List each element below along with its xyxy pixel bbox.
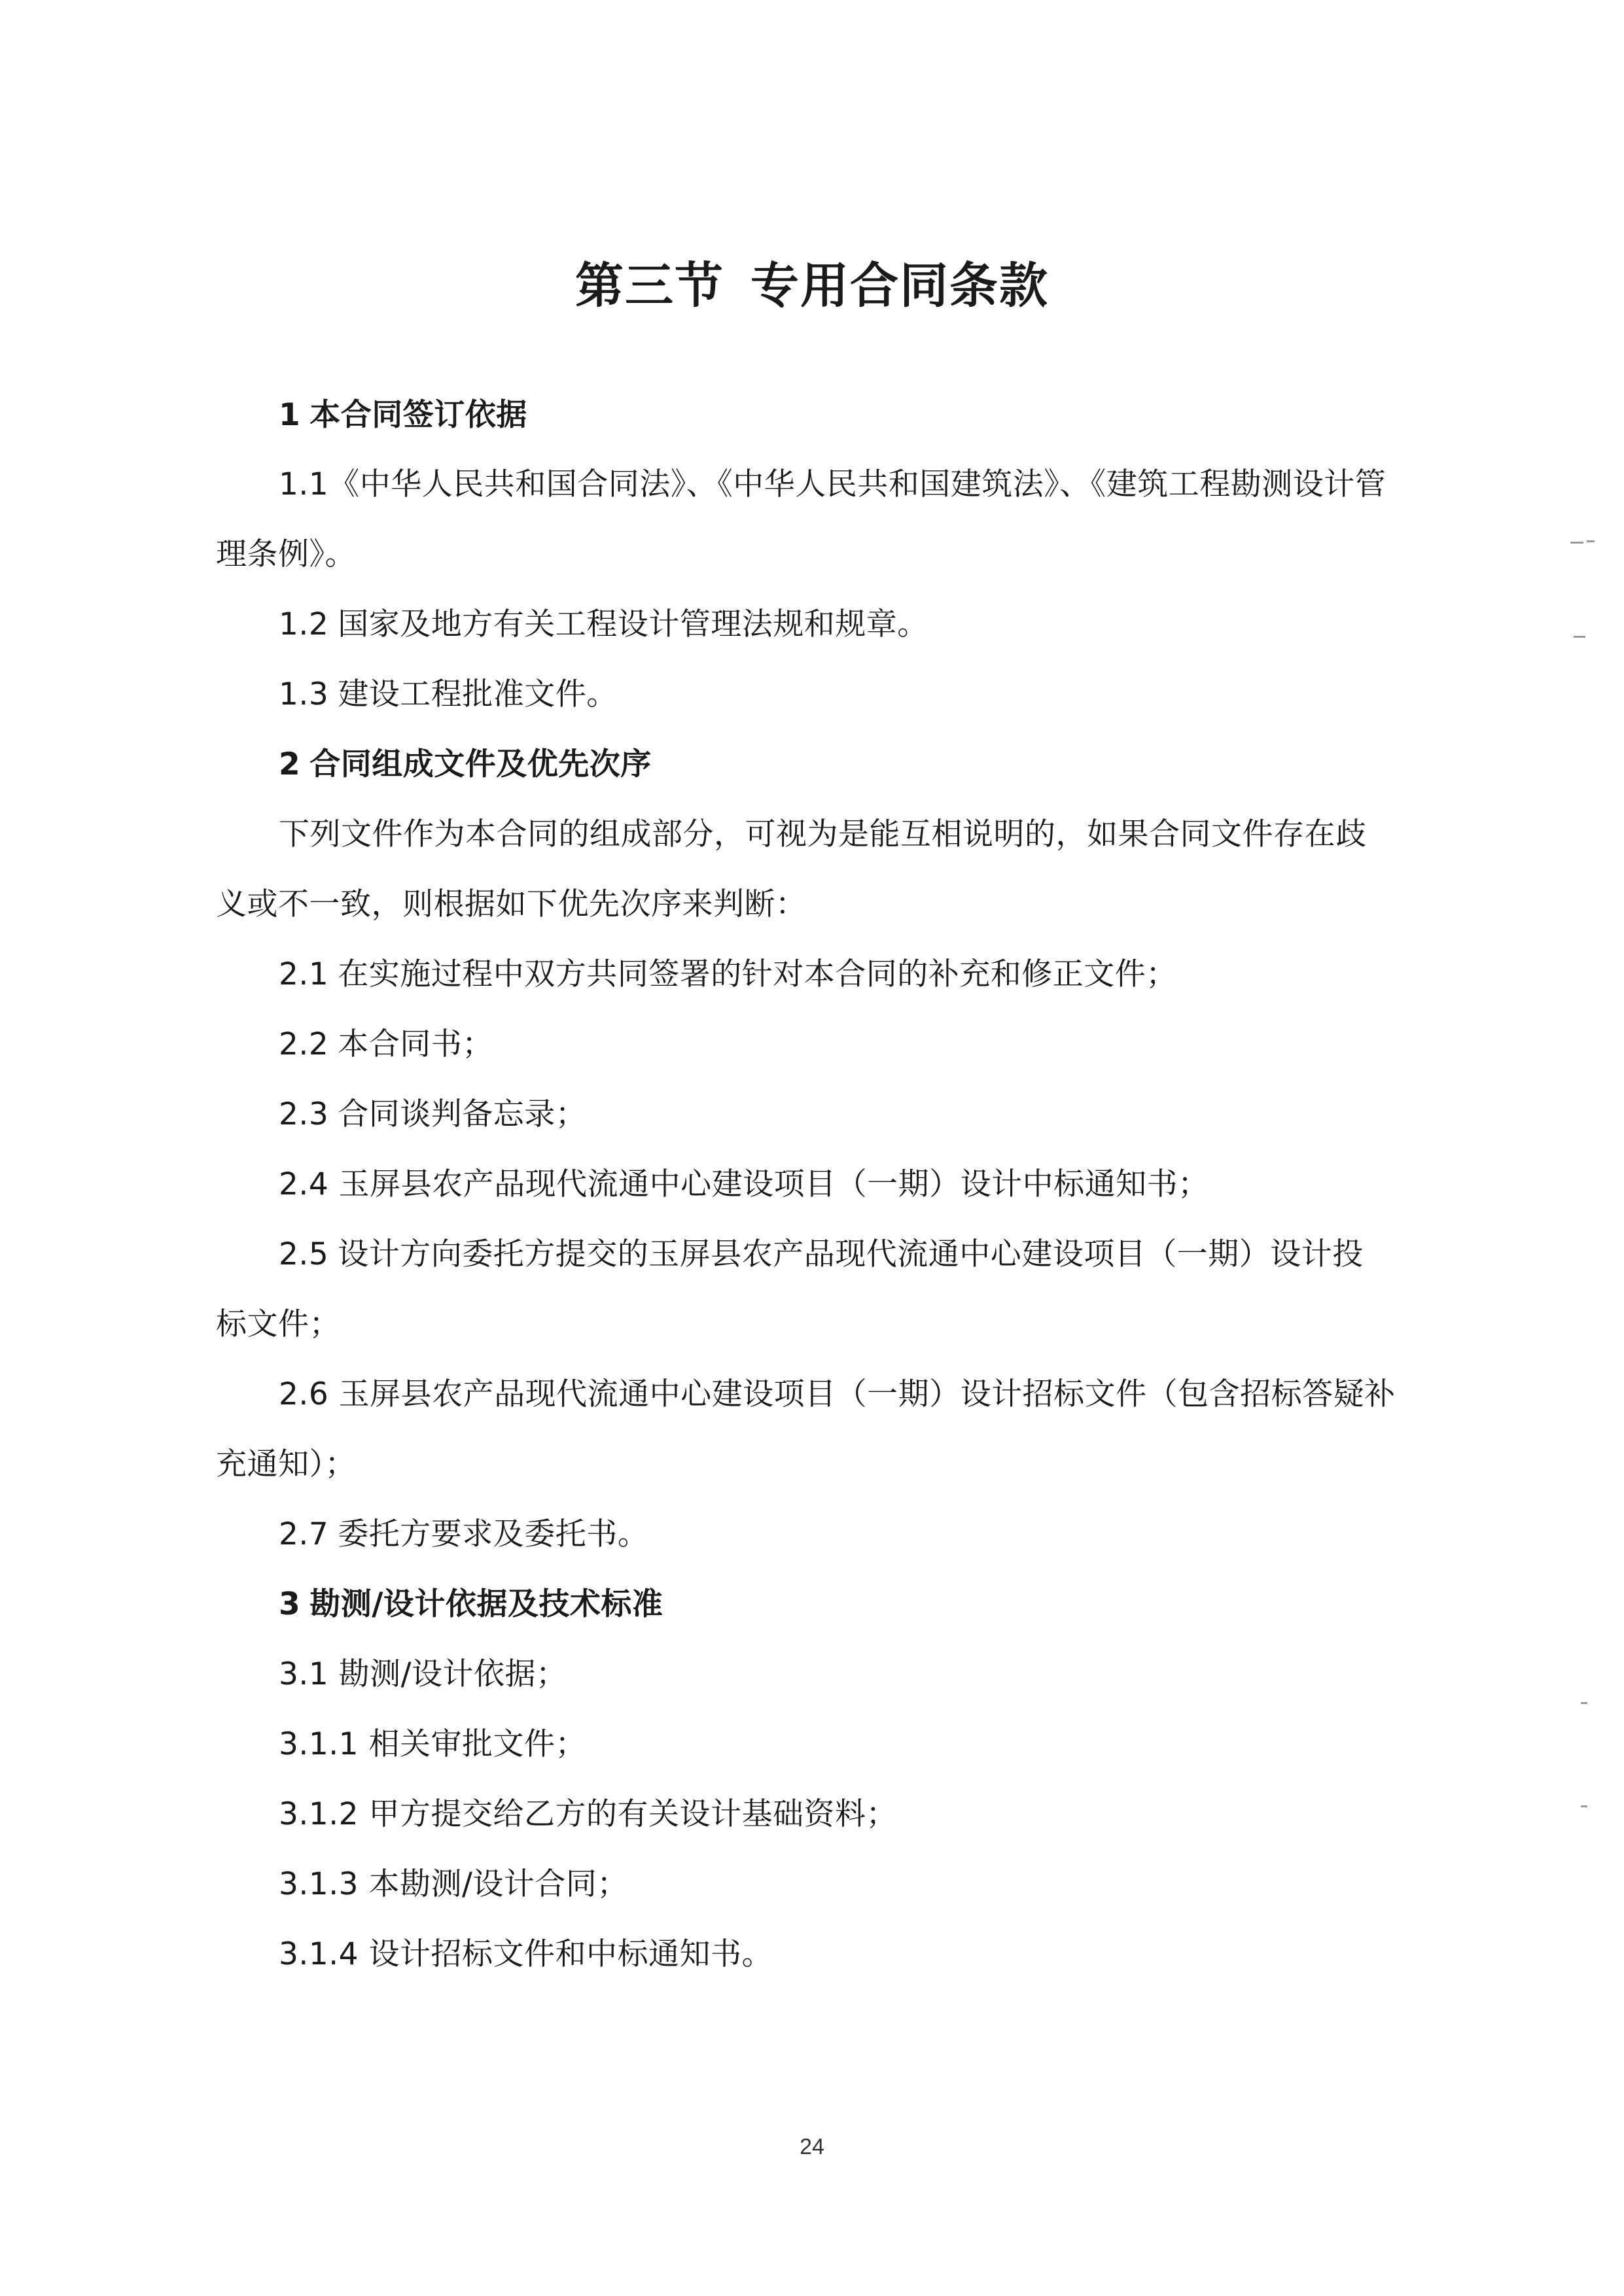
clause-3-1-2: 3.1.2 甲方提交给乙方的有关设计基础资料； [279,1796,898,1832]
clause-1-2-number: 1.2 [279,606,329,642]
clause-3-1-1: 3.1.1 相关审批文件； [279,1726,587,1762]
clause-2-1 [279,955,1177,994]
heading-3 [279,1585,663,1624]
clause-2-2-number: 2.2 [279,1026,329,1062]
clause-1-1-cont: 理条例》。 [216,536,356,572]
clause-2-3-text: 合同谈判备忘录； [338,1096,587,1132]
clause-1-3-number: 1.3 [279,676,329,712]
heading-1-text: 本合同签订依据 [309,397,527,433]
clause-1-3 [279,675,618,714]
clause-2-5 [279,1235,1364,1274]
clause-2-4: 2.4 玉屏县农产品现代流通中心建设项目（一期）设计中标通知书； [279,1166,1209,1202]
scan-artifact [1581,1805,1587,1807]
clause-1-2 [279,605,928,644]
clause-3-1-4: 3.1.4 设计招标文件和中标通知书。 [279,1936,773,1972]
heading-1 [279,396,527,435]
clause-2-7-number: 2.7 [279,1516,329,1552]
heading-3-text: 勘测/设计依据及技术标准 [309,1586,663,1622]
clause-3-1-3: 3.1.3 本勘测/设计合同； [279,1866,628,1902]
scan-artifact [1587,540,1595,542]
scan-artifact [1570,542,1583,544]
heading-2 [279,745,652,784]
section-title-number: 第三节 [575,258,724,314]
paragraph-intro: 下列文件作为本合同的组成部分，可视为是能互相说明的，如果合同文件存在歧 [279,816,1367,852]
clause-2-5-text: 设计方向委托方提交的玉屏县农产品现代流通中心建设项目（一期）设计投 [338,1236,1364,1272]
clause-2-6-cont: 充通知）； [216,1446,356,1482]
heading-1-number: 1 [279,397,301,433]
clause-2-3 [279,1095,586,1134]
clause-1-2-text: 国家及地方有关工程设计管理法规和规章。 [338,606,928,642]
clause-1-1: 1.1《中华人民共和国合同法》、《中华人民共和国建筑法》、《建筑工程勘测设计管 [279,466,1386,502]
clause-2-1-text: 在实施过程中双方共同签署的针对本合同的补充和修正文件； [338,956,1177,992]
clause-2-5-cont: 标文件； [216,1306,340,1342]
clause-2-6: 2.6 玉屏县农产品现代流通中心建设项目（一期）设计招标文件（包含招标答疑补 [279,1376,1396,1412]
clause-1-3-text: 建设工程批准文件。 [338,676,618,712]
clause-2-5-number: 2.5 [279,1236,329,1272]
heading-2-number: 2 [279,746,301,782]
clause-2-2 [279,1025,493,1064]
scan-artifact [1581,1702,1587,1704]
clause-2-7 [279,1515,648,1554]
clause-2-3-number: 2.3 [279,1096,329,1132]
clause-3-1: 3.1 勘测/设计依据； [279,1656,567,1692]
clause-2-7-text: 委托方要求及委托书。 [338,1516,649,1552]
clause-2-2-text: 本合同书； [338,1026,493,1062]
heading-3-number: 3 [279,1586,301,1622]
scan-artifact [1574,636,1585,638]
section-title [0,247,1624,317]
clause-2-1-number: 2.1 [279,956,329,992]
section-title-text: 专用合同条款 [750,258,1049,314]
paragraph-intro-cont: 义或不一致，则根据如下优先次序来判断： [216,886,807,922]
heading-2-text: 合同组成文件及优先次序 [309,746,652,782]
page-number: 24 [800,2134,824,2159]
